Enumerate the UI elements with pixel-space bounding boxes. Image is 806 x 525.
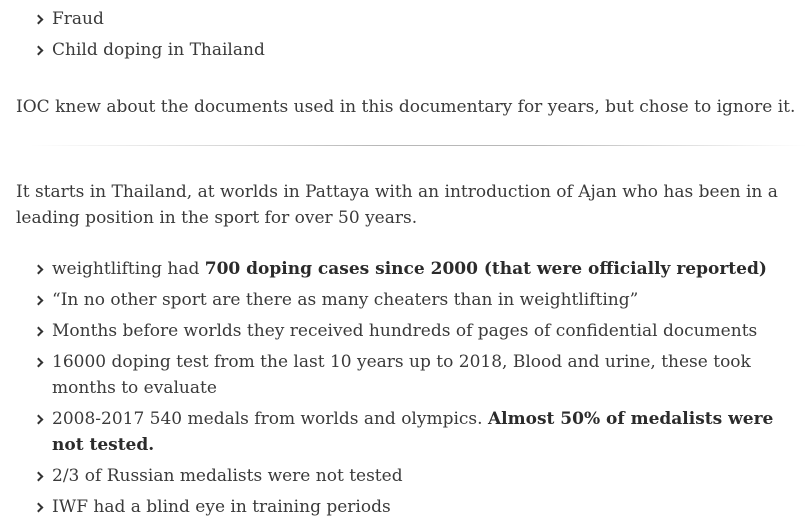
list-item-bold-text: Almost 50% of medalists were not tested.	[52, 409, 774, 455]
list-item	[34, 287, 794, 313]
list-item	[34, 463, 794, 489]
list-item	[34, 37, 265, 63]
chevron-right-icon	[34, 6, 44, 32]
list-item-text: weightlifting had	[52, 259, 205, 279]
list-item-text: Child doping in Thailand	[52, 40, 265, 60]
list-item-text: 2/3 of Russian medalists were not tested	[52, 466, 403, 486]
chevron-right-icon	[34, 349, 44, 375]
chevron-right-icon	[34, 463, 44, 489]
chevron-right-icon	[34, 287, 44, 313]
facts-bullet-list	[34, 256, 794, 525]
list-item	[34, 318, 794, 344]
list-item-text: 2008-2017 540 medals from worlds and olympics.	[52, 409, 488, 429]
chevron-right-icon	[34, 318, 44, 344]
chevron-right-icon	[34, 406, 44, 432]
section-divider	[30, 145, 806, 146]
chevron-right-icon	[34, 37, 44, 63]
ioc-paragraph: IOC knew about the documents used in this documentary for years, but chose to ignore it.	[16, 97, 796, 117]
list-item-bold-text: 700 doping cases since 2000 (that were officially reported)	[204, 259, 767, 279]
top-bullet-list	[34, 6, 265, 68]
intro-paragraph: It starts in Thailand, at worlds in Pattaya with an introduction of Ajan who has been in a leading position in the sport for over 50 years.	[16, 182, 778, 228]
list-item	[34, 6, 265, 32]
list-item	[34, 256, 794, 282]
list-item-text: IWF had a blind eye in training periods	[52, 497, 391, 517]
list-item-text: Fraud	[52, 9, 104, 29]
list-item	[34, 406, 794, 458]
chevron-right-icon	[34, 494, 44, 520]
list-item-text: 16000 doping test from the last 10 years up to 2018, Blood and urine, these took months to evaluate	[52, 352, 751, 398]
list-item	[34, 494, 794, 520]
list-item-text: “In no other sport are there as many cheaters than in weightlifting”	[52, 290, 639, 310]
chevron-right-icon	[34, 256, 44, 282]
list-item-text: Months before worlds they received hundreds of pages of confidential documents	[52, 321, 758, 341]
list-item	[34, 349, 794, 401]
